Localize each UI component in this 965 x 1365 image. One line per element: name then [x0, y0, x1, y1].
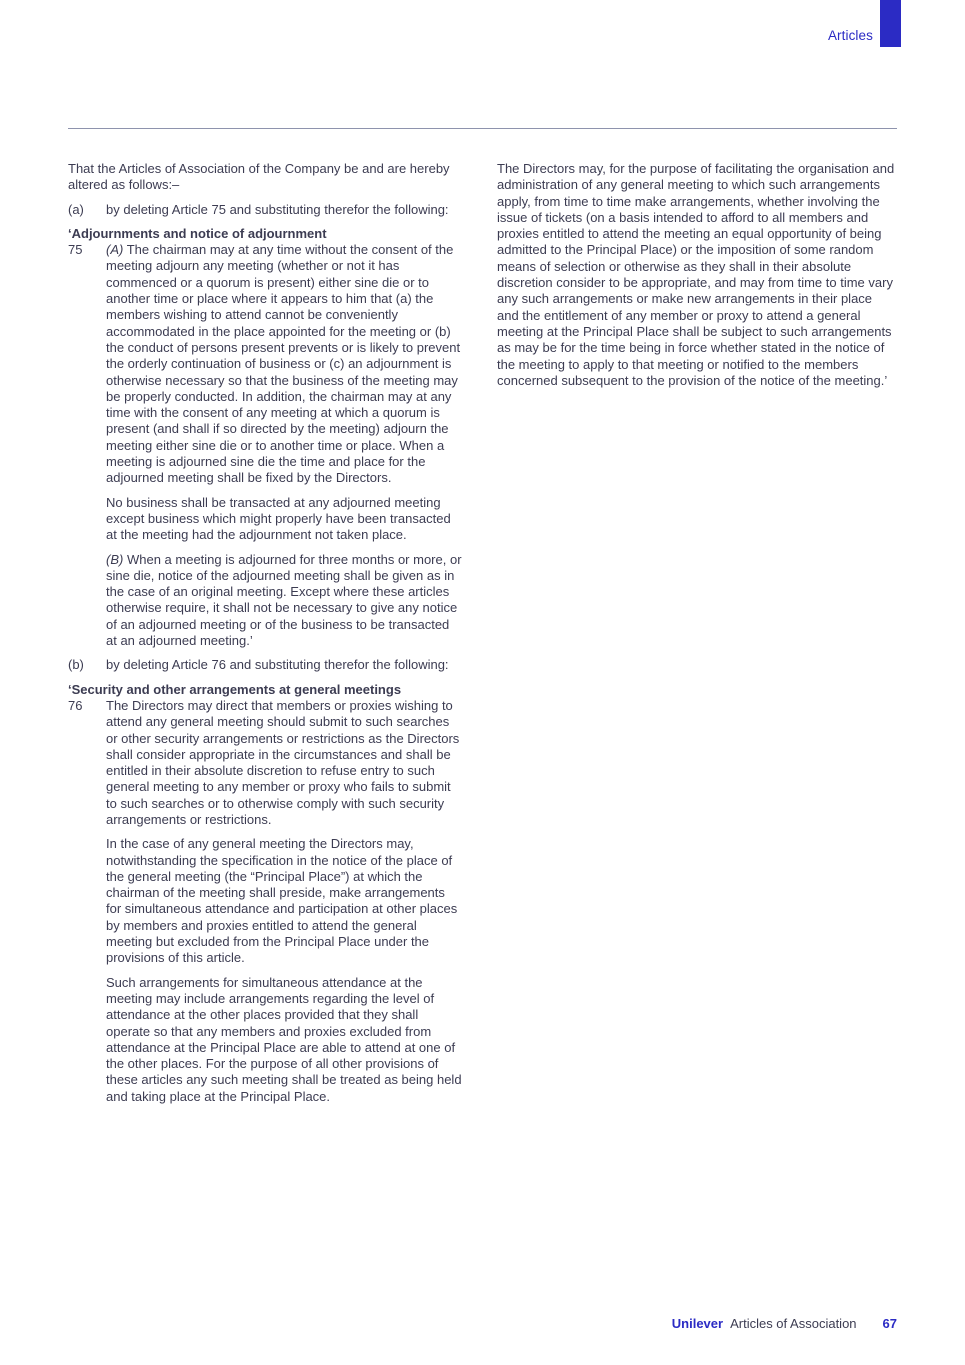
page-content: [68, 161, 897, 1113]
article-75-paragraph-1: [106, 242, 462, 486]
article-75: [68, 242, 462, 649]
footer-brand: Unilever: [671, 1316, 724, 1331]
article-75-paragraph-2: No business shall be transacted at any adjourned meeting except business which might properly have been transacted at the meeting had the adjournment not taken place.: [106, 494, 451, 543]
list-item-b-text: by deleting Article 76 and substituting therefor the following:: [106, 657, 449, 673]
article-76-paragraph-3: Such arrangements for simultaneous attendance at the meeting may include arrangements regarding the level of attendance at the other places provided that they shall operate so that any members and proxies excluded from attendance at the Principal Place are able to attend at one of the other places. For the purpose of all other provisions of these articles any such meeting shall be treated as being held and taking place at the Principal Place.: [106, 974, 462, 1104]
article-76-paragraph-1: The Directors may direct that members or proxies wishing to attend any general meeting should submit to such searches or other security arrangements or restrictions as the Directors shall consider appropriate in the circumstances and shall be entitled in their absolute discretion to refuse entry to such general meeting to any member or proxy who fails to submit to such searches or to otherwise comply with such security arrangements or restrictions.: [106, 697, 460, 827]
section-header-label: Articles: [827, 28, 873, 43]
right-column-paragraph: The Directors may, for the purpose of facilitating the organisation and administration of any general meeting to which such arrangements apply, from time to time make arrangements, whether involving the issue of tickets (on a basis intended to afford to all members and proxies entitled to attend the meeting an equal opportunity of being admitted to the Principal Place) or the imposition of some random means of selection or otherwise as they shall in their absolute discretion consider to be appropriate, and may from time to time vary any such arrangements or make new arrangements in their place and the entitlement of any member or proxy to attend a general meeting at the Principal Place shall be subject to such arrangements as may be for the time being in force whether stated in the notice of the meeting to apply to that meeting or notified to the members concerned subsequent to the provision of the notice of the meeting.’: [497, 161, 895, 388]
article-75-paragraph-3-lead: (B): [106, 551, 124, 567]
list-item-b: [68, 657, 462, 673]
page-footer: [672, 1316, 897, 1331]
footer-document-title: Articles of Association: [730, 1316, 857, 1331]
article-76-number: 76: [68, 697, 83, 713]
intro-paragraph: That the Articles of Association of the Company be and are hereby altered as follows:–: [68, 161, 450, 193]
header-divider-rule: [68, 128, 897, 129]
article-76-paragraph-2: In the case of any general meeting the Directors may, notwithstanding the specification in the notice of the place of the general meeting (the “Principal Place”) at which the chairman of the meeting shall preside, make arrangements for simultaneous attendance and participation at other places by members and proxies entitled to attend the general meeting but excluded from the Principal Place under the provisions of this article.: [106, 836, 458, 966]
left-column: [68, 161, 462, 1113]
right-column: [497, 161, 897, 1113]
footer-page-number: 67: [882, 1316, 897, 1331]
article-75-number: 75: [68, 242, 83, 258]
article-76-heading: ‘Security and other arrangements at general meetings: [68, 681, 402, 697]
corner-accent-bar: [880, 0, 901, 47]
article-75-heading: ‘Adjournments and notice of adjournment: [68, 225, 327, 241]
article-75-body: [106, 242, 462, 649]
article-75-paragraph-1-text: The chairman may at any time without the consent of the meeting adjourn any meeting (whether or not it has commenced or a quorum is present) either sine die or to another time or place where it appears to him that (a) the members wishing to attend cannot be conveniently accommodated in the place appointed for the meeting or (b) the conduct of persons present prevents or is likely to prevent the orderly continuation of business or (c) an adjournment is otherwise necessary so that the business of the meeting may be properly conducted. In addition, the chairman may at any time with the consent of any meeting at which a quorum is present (and shall if so directed by the meeting) adjourn the meeting either sine die or to another time or place. When a meeting is adjourned sine die the time and place for the adjourned meeting shall be fixed by the Directors.: [106, 242, 461, 486]
article-75-paragraph-1-lead: (A): [106, 242, 124, 258]
list-item-a-marker: (a): [68, 201, 84, 217]
list-item-a: [68, 202, 462, 218]
article-75-paragraph-3: [106, 552, 462, 650]
article-76-body: [106, 698, 462, 1105]
list-item-a-text: by deleting Article 75 and substituting therefor the following:: [106, 201, 449, 217]
article-75-paragraph-3-text: When a meeting is adjourned for three months or more, or sine die, notice of the adjourned meeting shall be given as in the case of an original meeting. Except where these articles otherwise require, it shall not be necessary to give any notice of an adjourned meeting or of the business to be transacted at an adjourned meeting.’: [106, 551, 462, 649]
list-item-b-marker: (b): [68, 657, 84, 673]
article-76: [68, 698, 462, 1105]
